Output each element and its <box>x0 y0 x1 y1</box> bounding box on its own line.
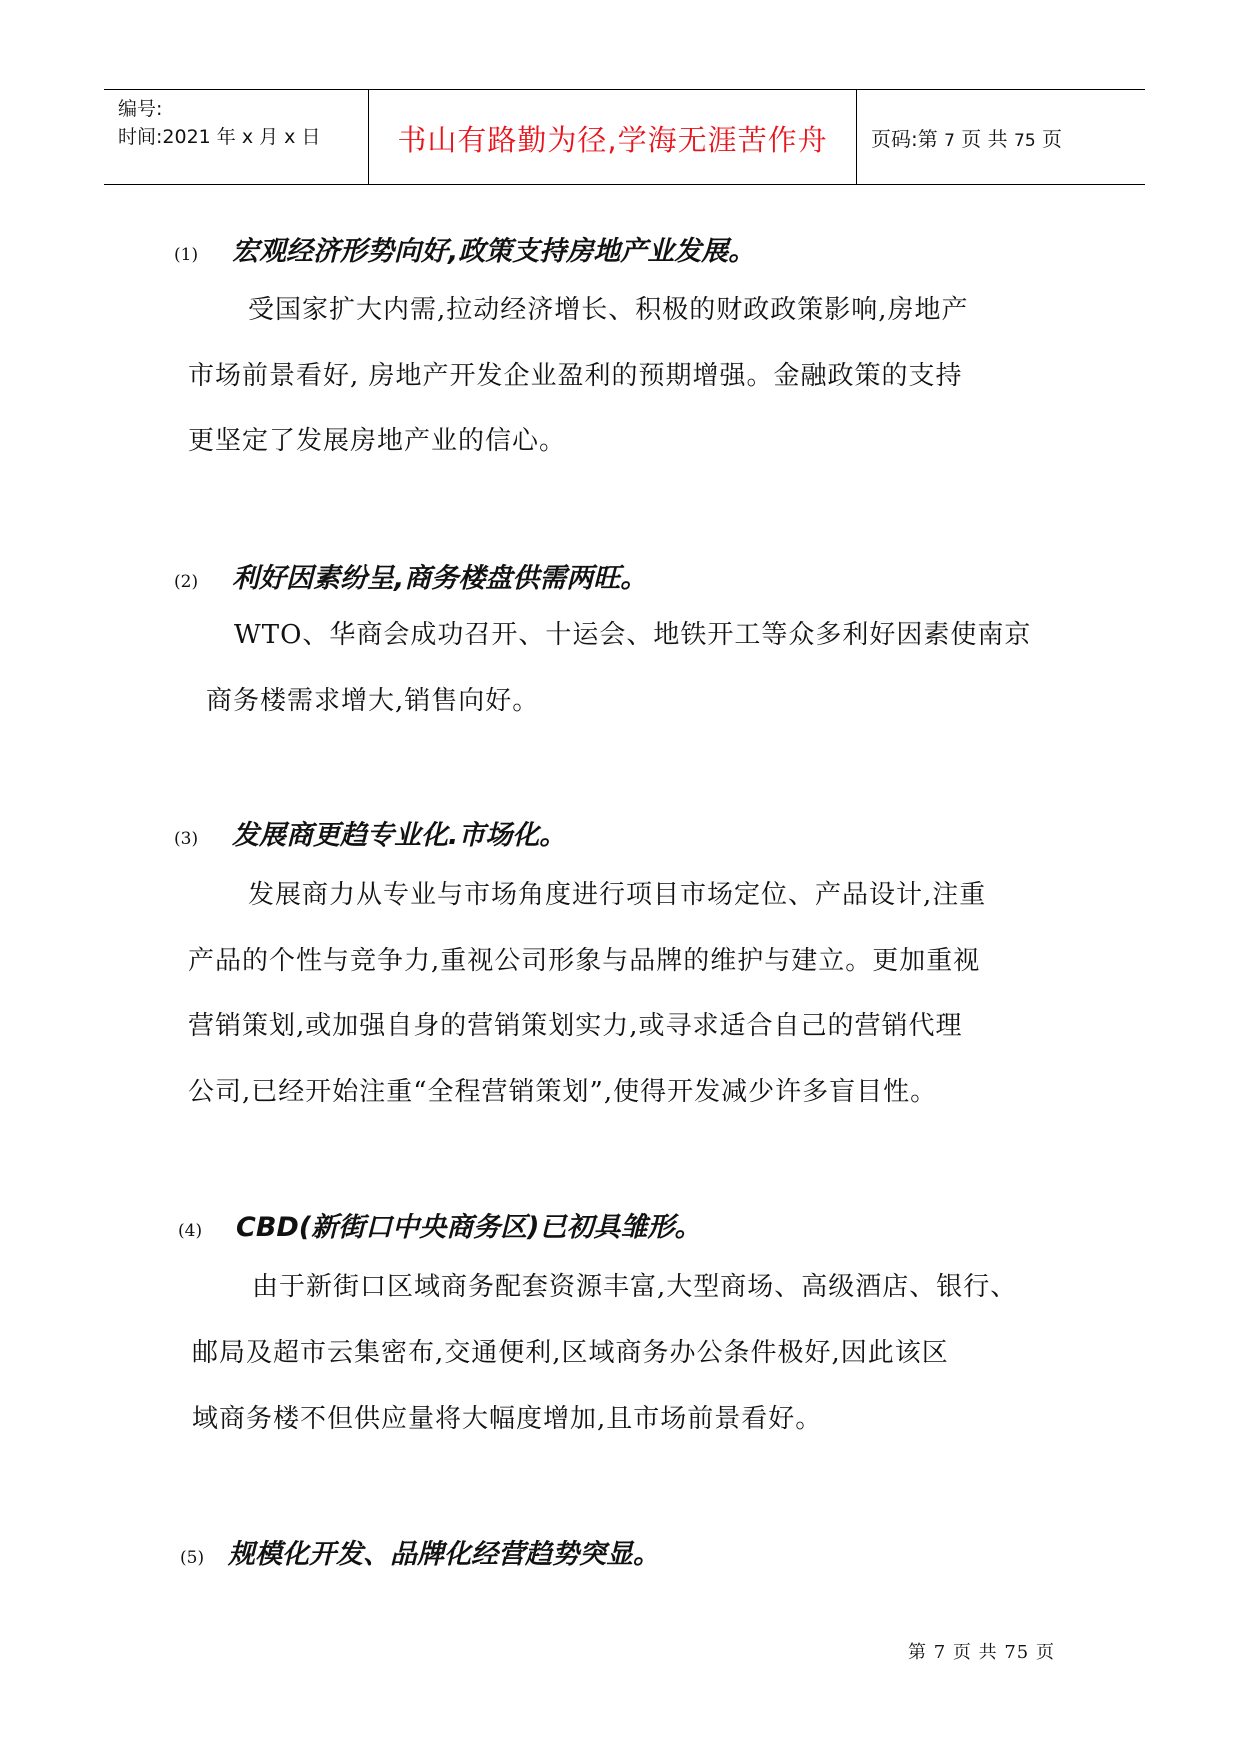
section-marker: (5) <box>180 1548 205 1568</box>
page-current: 7 <box>944 131 955 151</box>
section-heading <box>174 229 755 268</box>
page-label: 页码:第 <box>871 127 938 151</box>
section-marker: (3) <box>174 829 199 849</box>
paragraph-line: 营销策划,或加强自身的营销策划实力,或寻求适合自己的营销代理 <box>188 1011 963 1041</box>
paragraph-line: 更坚定了发展房地产业的信心。 <box>188 426 567 456</box>
paragraph-line: 受国家扩大内需,拉动经济增长、积极的财政政策影响,房地产 <box>248 295 969 325</box>
section-title: 发展商更趋专业化.市场化。 <box>232 820 567 851</box>
paragraph-line: 域商务楼不但供应量将大幅度增加,且市场前景看好。 <box>192 1404 823 1434</box>
header-page-cell <box>857 90 1145 184</box>
serial-label: 编号: <box>118 98 163 120</box>
section-heading <box>180 1532 660 1571</box>
document-header <box>104 89 1145 185</box>
paragraph-line: 由于新街口区域商务配套资源丰富,大型商场、高级酒店、银行、 <box>252 1272 1018 1302</box>
motto-text: 书山有路勤为径,学海无涯苦作舟 <box>397 123 828 157</box>
paragraph-line: 公司,已经开始注重“全程营销策划”,使得开发减少许多盲目性。 <box>188 1077 938 1107</box>
section-title: 利好因素纷呈,商务楼盘供需两旺。 <box>232 563 648 594</box>
paragraph-line: 商务楼需求增大,销售向好。 <box>206 686 540 716</box>
page-end: 页 <box>1042 127 1063 151</box>
section-heading <box>174 556 647 595</box>
page-mid: 页 共 <box>961 127 1008 151</box>
section-marker: (1) <box>174 245 199 265</box>
header-motto-cell <box>368 90 857 184</box>
section-marker: (2) <box>174 572 199 592</box>
section-heading <box>178 1205 702 1244</box>
paragraph-line: 市场前景看好, 房地产开发企业盈利的预期增强。金融政策的支持 <box>188 361 963 391</box>
paragraph-line: 产品的个性与竞争力,重视公司形象与品牌的维护与建立。更加重视 <box>188 946 981 976</box>
header-page-number <box>871 123 1062 152</box>
section-heading <box>174 813 566 852</box>
section-title: CBD(新街口中央商务区)已初具雏形。 <box>236 1212 702 1243</box>
time-label: 时间:2021 年 x 月 x 日 <box>118 126 321 148</box>
page-total: 75 <box>1014 131 1036 151</box>
paragraph-line: 邮局及超市云集密布,交通便利,区域商务办公条件极好,因此该区 <box>192 1338 949 1368</box>
page-footer: 第 7 页 共 75 页 <box>908 1642 1055 1663</box>
section-marker: (4) <box>178 1221 203 1241</box>
section-title: 宏观经济形势向好,政策支持房地产业发展。 <box>232 236 756 267</box>
header-meta-cell <box>104 90 368 184</box>
paragraph-line: WTO、华商会成功召开、十运会、地铁开工等众多利好因素使南京 <box>234 620 1032 650</box>
paragraph-line: 发展商力从专业与市场角度进行项目市场定位、产品设计,注重 <box>248 880 987 910</box>
section-title: 规模化开发、品牌化经营趋势突显。 <box>228 1539 660 1570</box>
